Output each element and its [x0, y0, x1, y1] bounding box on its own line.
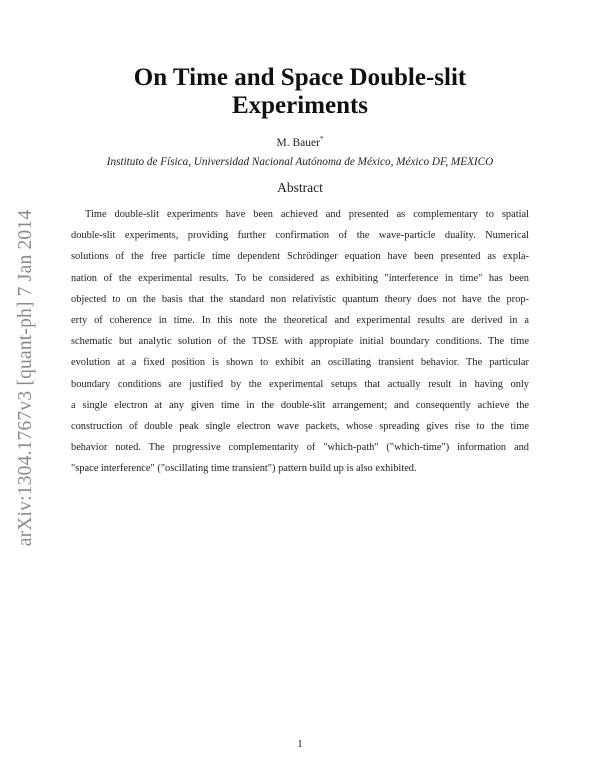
abstract-line: solutions of the free particle time dependent Schrödinger equation have been presented as expla-: [71, 251, 529, 263]
abstract-heading: Abstract: [277, 180, 323, 195]
abstract-line: boundary conditions are justified by the experimental setups that actually result in having only: [71, 378, 529, 390]
author-footnote-mark: *: [319, 135, 324, 143]
abstract-line: erty of coherence in time. In this note the theoretical and experimental results are derived in a: [71, 315, 529, 327]
abstract-line: nation of the experimental results. To be considered as exhibiting "interference in time" has been: [71, 272, 529, 284]
abstract-line: "space interference" ("oscillating time transient") pattern build up is also exhibited.: [71, 463, 417, 475]
abstract-body: [71, 204, 529, 480]
author-affiliation: Instituto de Física, Universidad Nacional Autónoma de México, México DF, MEXICO: [106, 156, 494, 168]
paper-title: [0, 64, 600, 120]
page-number: 1: [297, 738, 303, 750]
abstract-line: schematic but analytic solution of the TDSE with appropiate initial boundary conditions. The time: [71, 336, 529, 348]
abstract-line: behavior noted. The progressive complementarity of "which-path" ("which-time") information and: [71, 442, 529, 454]
title-line-1: On Time and Space Double-slit: [133, 64, 467, 91]
abstract-line: evolution at a fixed position is shown to exhibit an oscillating transient behavior. The particular: [71, 357, 529, 369]
title-line-2: Experiments: [231, 92, 369, 119]
author-line: [0, 135, 600, 149]
abstract-line: objected to on the basis that the standard non relativistic quantum theory does not have the prop-: [71, 293, 529, 305]
abstract-line: double-slit experiments, providing further confirmation of the wave-particle duality. Numerical: [71, 230, 529, 242]
abstract-line: a single electron at any given time in the double-slit arrangement; and consequently achieve the: [71, 399, 529, 411]
arxiv-identifier-stamp: arXiv:1304.1767v3 [quant-ph] 7 Jan 2014: [15, 209, 36, 547]
author-name: M. Bauer: [276, 137, 320, 149]
abstract-line: Time double-slit experiments have been achieved and presented as complementary to spatial: [85, 209, 529, 220]
abstract-line: construction of double peak single electron wave packets, whose spreading gives rise to the time: [71, 421, 529, 433]
